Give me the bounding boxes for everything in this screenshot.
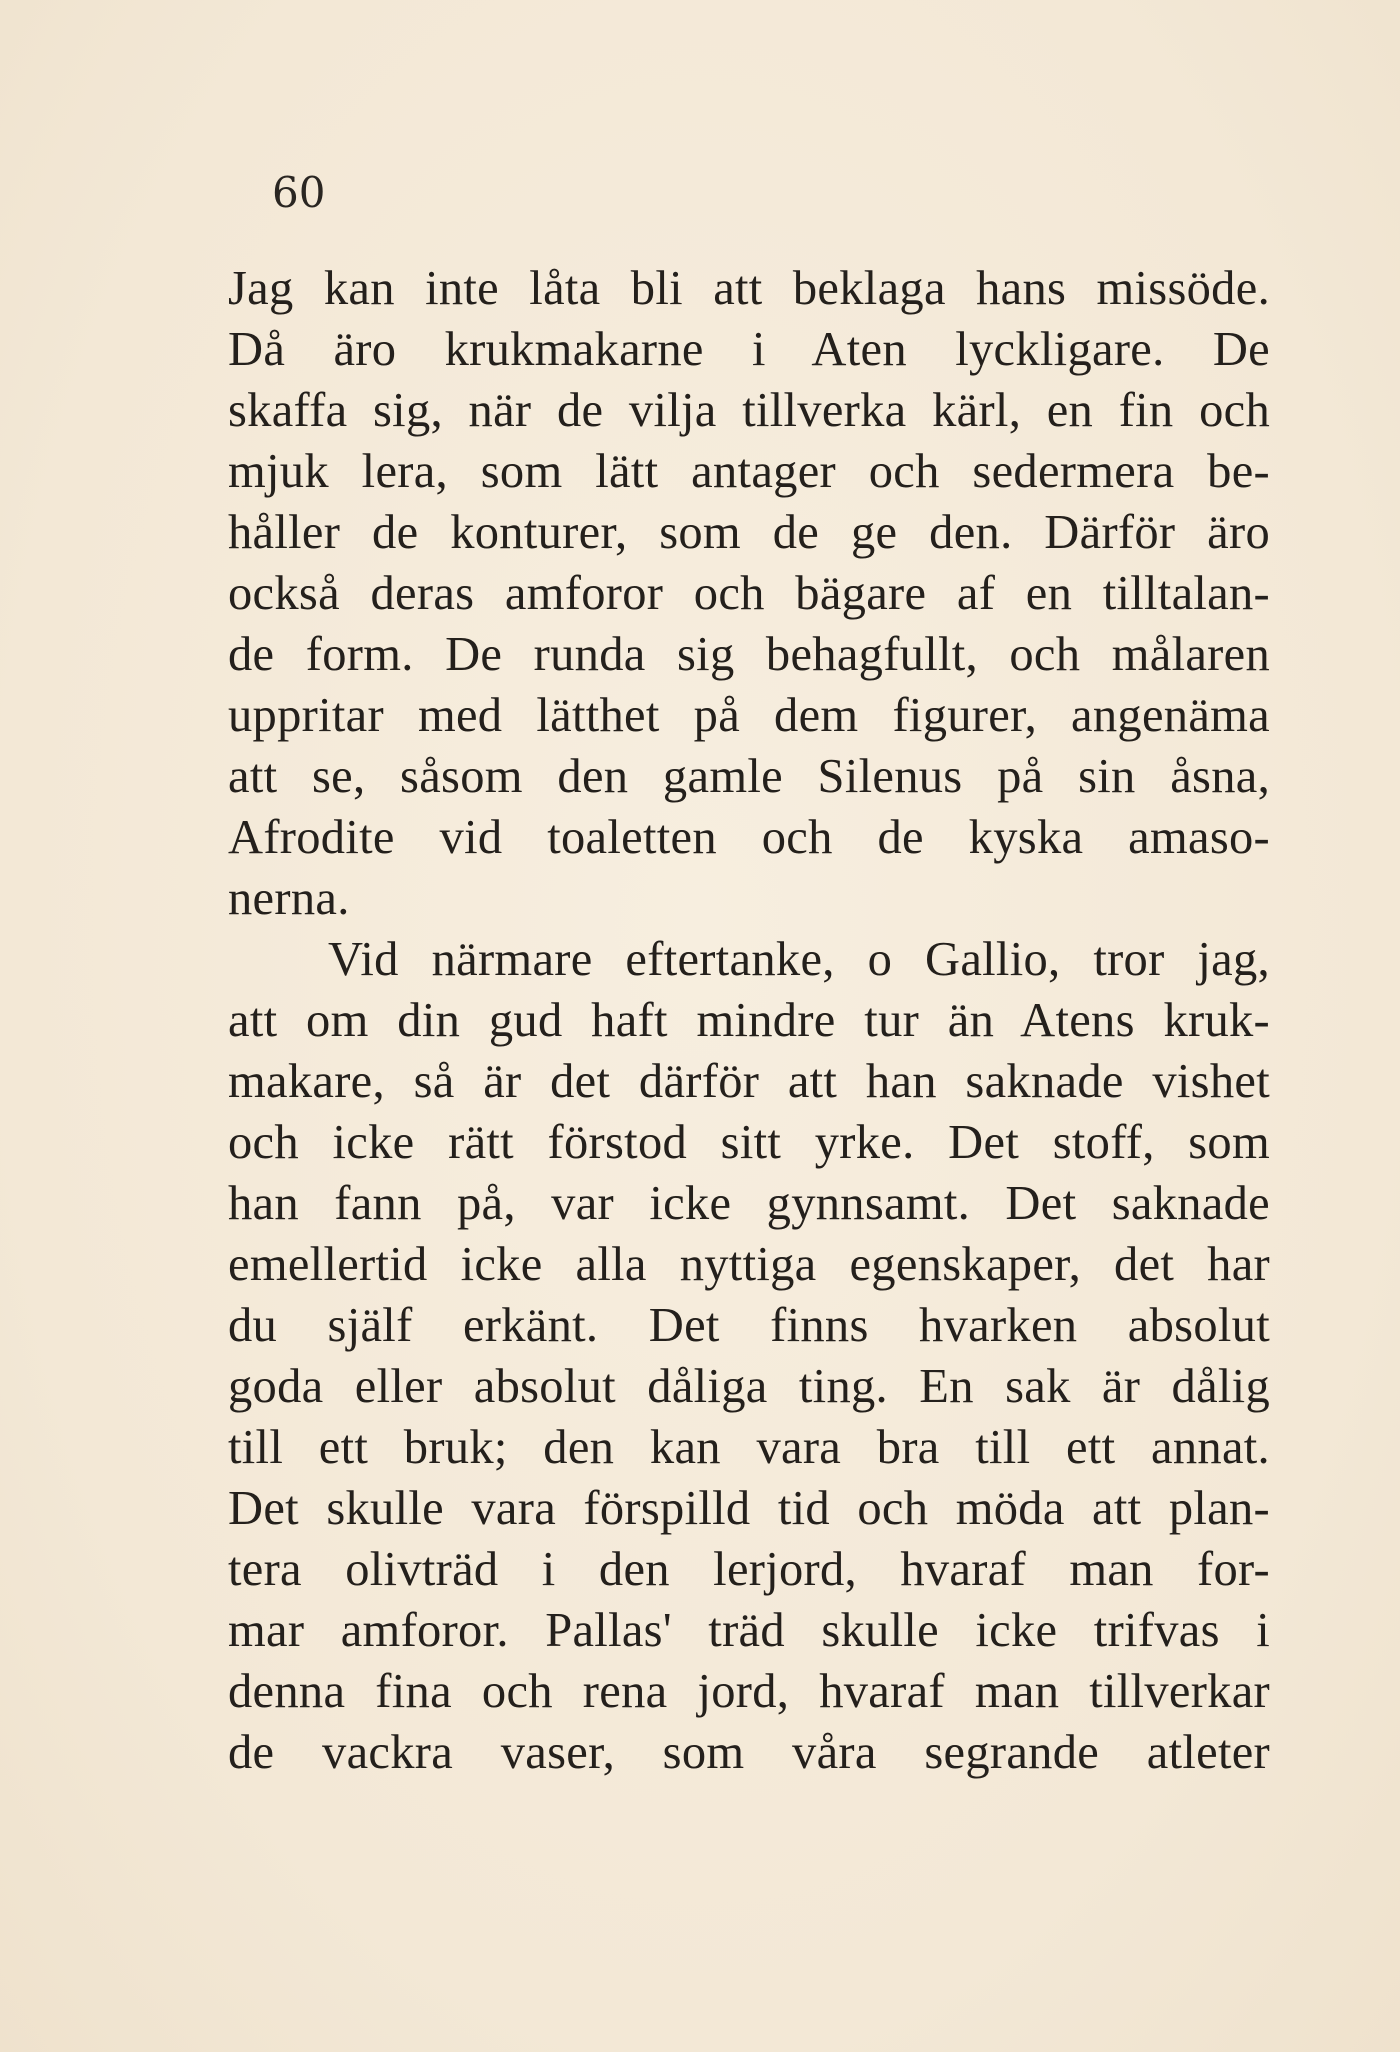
text-line: goda eller absolut dåliga ting. En sak är dålig: [228, 1360, 1270, 1413]
paragraph-first-line: Vid närmare eftertanke, o Gallio, tror jag,: [328, 933, 1270, 986]
text-line: de vackra vaser, som våra segrande atleter: [228, 1726, 1270, 1779]
text-line: emellertid icke alla nyttiga egenskaper, det har: [228, 1238, 1270, 1291]
page-number: 60: [272, 168, 326, 217]
text-line: du själf erkänt. Det finns hvarken absolut: [228, 1299, 1270, 1352]
text-line: mjuk lera, som lätt antager och sedermera be-: [228, 445, 1270, 498]
text-line: att se, såsom den gamle Silenus på sin åsna,: [228, 750, 1270, 803]
text-line: tera olivträd i den lerjord, hvaraf man for-: [228, 1543, 1270, 1596]
text-line: han fann på, var icke gynnsamt. Det saknade: [228, 1177, 1270, 1230]
text-line: och icke rätt förstod sitt yrke. Det stoff, som: [228, 1116, 1270, 1169]
text-line: Jag kan inte låta bli att beklaga hans missöde.: [228, 262, 1270, 315]
text-line: också deras amforor och bägare af en tilltalan-: [228, 567, 1270, 620]
text-line: nerna.: [228, 872, 350, 925]
text-line: mar amforor. Pallas' träd skulle icke trifvas i: [228, 1604, 1270, 1657]
text-line: Det skulle vara förspilld tid och möda att plan-: [228, 1482, 1270, 1535]
text-line: Då äro krukmakarne i Aten lyckligare. De: [228, 323, 1270, 376]
text-line: uppritar med lätthet på dem figurer, angenäma: [228, 689, 1270, 742]
text-line: skaffa sig, när de vilja tillverka kärl, en fin och: [228, 384, 1270, 437]
text-line: håller de konturer, som de ge den. Därför äro: [228, 506, 1270, 559]
text-line: till ett bruk; den kan vara bra till ett annat.: [228, 1421, 1270, 1474]
body-text: [228, 258, 1270, 1783]
text-line: de form. De runda sig behagfullt, och målaren: [228, 628, 1270, 681]
text-line: makare, så är det därför att han saknade vishet: [228, 1055, 1270, 1108]
text-line: att om din gud haft mindre tur än Atens kruk-: [228, 994, 1270, 1047]
text-line: denna fina och rena jord, hvaraf man tillverkar: [228, 1665, 1270, 1718]
text-line: Afrodite vid toaletten och de kyska amaso-: [228, 811, 1270, 864]
